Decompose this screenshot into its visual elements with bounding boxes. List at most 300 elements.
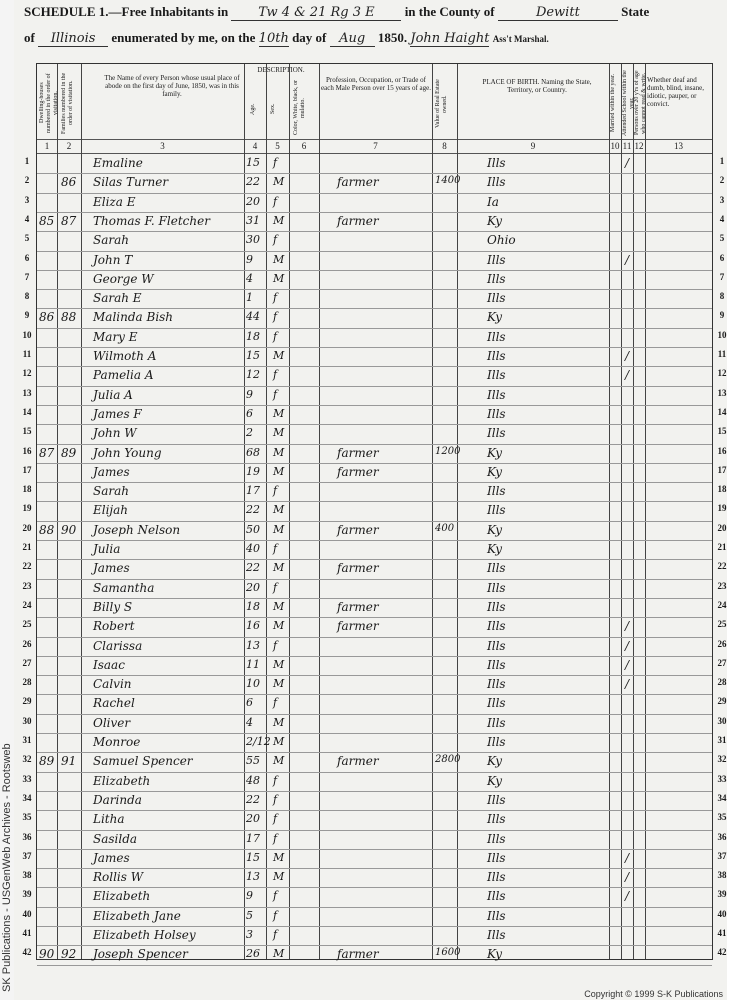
birth-place: Ills	[487, 638, 506, 653]
row-rule	[37, 733, 712, 734]
header-line-2	[24, 30, 549, 47]
person-sex: M	[273, 464, 285, 478]
row-number-right: 10	[717, 329, 727, 340]
row-number-left: 14	[22, 406, 32, 417]
row-number-left: 3	[24, 194, 30, 205]
person-name: Samantha	[93, 580, 155, 595]
sex-header: Sex.	[270, 103, 276, 115]
person-occupation: farmer	[337, 754, 379, 769]
row-rule	[37, 849, 712, 850]
person-name: Oliver	[93, 715, 131, 730]
person-sex: M	[273, 947, 285, 961]
person-occupation: farmer	[337, 619, 379, 634]
dwelling-number: 86	[39, 310, 55, 325]
person-sex: M	[273, 754, 285, 768]
person-age: 13	[246, 870, 260, 884]
row-rule	[37, 540, 712, 541]
row-number-right: 21	[717, 542, 727, 552]
attended-school-mark: /	[625, 870, 630, 885]
person-sex: f	[273, 156, 278, 169]
row-number-left: 39	[22, 889, 32, 900]
family-number: 90	[61, 522, 77, 537]
person-occupation: farmer	[337, 947, 379, 962]
row-number-right: 29	[717, 696, 727, 707]
person-name: Wilmoth A	[93, 349, 157, 363]
marshal-name: John Haight	[410, 31, 490, 46]
schedule-title: SCHEDULE 1.—Free Inhabitants in	[24, 4, 229, 19]
enumerated-label: enumerated by me, on the	[111, 30, 256, 45]
person-sex: M	[273, 870, 285, 884]
person-name: Eliza E	[93, 194, 136, 209]
person-name: Isaac	[93, 657, 125, 672]
column-rule	[633, 64, 634, 959]
birth-place: Ills	[487, 908, 506, 923]
row-rule	[37, 868, 712, 869]
family-number: 92	[61, 947, 77, 962]
row-number-left: 27	[22, 657, 32, 668]
person-sex: f	[273, 580, 278, 594]
row-number-left: 17	[22, 464, 32, 475]
row-rule	[37, 714, 712, 715]
person-sex: M	[273, 271, 285, 285]
row-number-right: 41	[717, 928, 727, 938]
person-name: Calvin	[93, 677, 132, 692]
person-occupation: farmer	[337, 561, 379, 576]
column-number: 8	[442, 141, 447, 151]
person-name: Litha	[93, 812, 125, 827]
person-name: Joseph Spencer	[93, 947, 188, 962]
profession-header: Profession, Occupation, or Trade of each Male Person over 15 years of age.	[321, 76, 432, 92]
person-age: 20	[246, 194, 260, 208]
person-age: 3	[246, 928, 253, 941]
row-number-left: 23	[22, 580, 32, 591]
person-age: 20	[246, 812, 260, 826]
person-sex: M	[273, 599, 285, 613]
person-age: 30	[246, 233, 260, 247]
row-number-left: 34	[22, 792, 32, 803]
person-age: 9	[246, 252, 253, 266]
column-rule	[457, 64, 458, 959]
row-number-right: 24	[717, 599, 727, 610]
row-rule	[37, 559, 712, 560]
person-occupation: farmer	[337, 445, 379, 460]
birth-place: Ky	[487, 522, 502, 537]
person-age: 50	[246, 522, 260, 536]
row-rule	[37, 405, 712, 406]
row-number-left: 7	[24, 271, 30, 282]
birth-place: Ills	[487, 426, 506, 441]
dwelling-number: 89	[39, 754, 55, 769]
families-header: Families numbered in the order of visitation.	[61, 72, 74, 134]
row-number-right: 7	[719, 271, 725, 282]
column-number-rule	[37, 153, 712, 154]
row-rule	[37, 810, 712, 811]
married-header: Married within the year.	[610, 74, 616, 132]
row-number-right: 8	[719, 291, 725, 302]
row-number-right: 11	[717, 349, 727, 359]
person-occupation: farmer	[337, 175, 379, 190]
birth-place: Ia	[487, 194, 499, 209]
person-age: 11	[246, 657, 260, 671]
person-name: John T	[93, 252, 133, 267]
row-number-left: 19	[22, 503, 32, 514]
row-number-right: 6	[719, 252, 725, 263]
person-sex: M	[273, 561, 285, 575]
person-sex: f	[273, 368, 278, 382]
person-name: John Young	[93, 445, 162, 460]
person-name: Rollis W	[93, 870, 144, 885]
column-number: 11	[622, 141, 632, 151]
family-number: 88	[61, 310, 77, 325]
row-rule	[37, 752, 712, 753]
person-sex: f	[273, 329, 278, 343]
real-estate-value: 1400	[435, 175, 461, 187]
person-sex: f	[273, 542, 278, 555]
person-sex: f	[273, 291, 278, 305]
row-number-left: 6	[24, 252, 30, 263]
column-rule	[81, 64, 82, 959]
header-line-1	[24, 4, 649, 21]
row-number-right: 27	[717, 657, 727, 668]
row-rule	[37, 366, 712, 367]
attended-school-mark: /	[625, 850, 630, 865]
name-header: The Name of every Person whose usual place of abode on the first day of June, 1850, was in this family.	[104, 74, 240, 98]
person-name: Malinda Bish	[93, 310, 174, 325]
column-number: 7	[373, 141, 378, 151]
person-age: 15	[246, 850, 260, 864]
row-number-left: 15	[22, 426, 32, 437]
age-header: Age.	[250, 103, 256, 115]
row-number-right: 26	[717, 638, 727, 649]
real-estate-value: 1600	[435, 947, 461, 959]
person-name: Samuel Spencer	[93, 754, 193, 769]
person-age: 13	[246, 638, 260, 652]
row-number-right: 2	[719, 175, 725, 186]
person-age: 10	[246, 677, 260, 691]
column-number: 13	[674, 141, 683, 151]
row-number-left: 11	[22, 349, 32, 359]
person-sex: M	[273, 619, 285, 633]
person-sex: f	[273, 831, 278, 845]
person-age: 2	[246, 426, 253, 440]
column-number: 5	[275, 141, 280, 151]
person-sex: M	[273, 175, 285, 189]
column-rule	[432, 64, 433, 959]
archive-sidebar	[0, 0, 15, 1000]
person-sex: f	[273, 792, 278, 806]
column-number: 10	[610, 141, 620, 151]
person-name: Elizabeth	[93, 889, 151, 904]
row-rule	[37, 926, 712, 927]
birth-place: Ky	[487, 542, 502, 556]
deaf-header: Whether deaf and dumb, blind, insane, idiotic, pauper, or convict.	[647, 76, 704, 108]
row-number-right: 19	[717, 503, 727, 514]
birth-place: Ky	[487, 445, 502, 460]
row-rule	[37, 579, 712, 580]
person-age: 12	[246, 368, 260, 382]
row-number-left: 29	[22, 696, 32, 707]
marshal-label: Ass't Marshal.	[492, 34, 549, 44]
row-rule	[37, 328, 712, 329]
person-age: 26	[246, 947, 260, 961]
birth-place: Ky	[487, 213, 502, 228]
birth-place: Ky	[487, 464, 502, 479]
row-rule	[37, 386, 712, 387]
person-name: Robert	[93, 619, 135, 634]
person-sex: M	[273, 735, 285, 748]
person-age: 68	[246, 445, 260, 459]
row-number-left: 42	[22, 947, 32, 958]
attended-school-mark: /	[625, 677, 630, 692]
person-sex: f	[273, 928, 278, 941]
person-age: 22	[246, 175, 260, 189]
person-age: 4	[246, 715, 253, 729]
person-age: 18	[246, 329, 260, 343]
column-rule	[266, 64, 267, 959]
row-number-left: 32	[22, 754, 32, 765]
row-number-left: 16	[22, 445, 32, 456]
family-number: 86	[61, 175, 77, 190]
column-rule	[621, 64, 622, 959]
column-rule	[57, 64, 58, 959]
of-label: of	[24, 30, 35, 45]
row-number-left: 13	[22, 387, 32, 398]
real-estate-header: Value of Real Estate owned.	[435, 79, 448, 129]
birth-place: Ills	[487, 619, 506, 634]
row-number-right: 5	[719, 233, 725, 244]
person-sex: M	[273, 657, 285, 671]
person-sex: f	[273, 773, 278, 787]
row-number-right: 37	[717, 850, 727, 861]
column-number: 12	[634, 141, 644, 151]
real-estate-value: 400	[435, 522, 455, 534]
person-age: 48	[246, 773, 260, 787]
row-number-right: 32	[717, 754, 727, 765]
birth-header: PLACE OF BIRTH. Naming the State, Territory, or Country.	[482, 78, 592, 94]
row-rule	[37, 463, 712, 464]
county-value: Dewitt	[498, 5, 618, 21]
family-number: 87	[61, 213, 77, 228]
row-number-left: 28	[22, 677, 32, 688]
row-number-right: 42	[717, 947, 727, 958]
person-occupation: farmer	[337, 464, 379, 479]
real-estate-value: 1200	[435, 445, 461, 457]
color-header: Color, White, black, or mulatto.	[293, 80, 306, 136]
birth-place: Ills	[487, 715, 506, 730]
row-number-right: 18	[717, 484, 727, 495]
state-label: State	[621, 4, 650, 19]
person-name: James F	[93, 406, 142, 421]
row-number-right: 9	[719, 310, 725, 321]
person-age: 31	[246, 213, 260, 227]
family-number: 89	[61, 445, 77, 460]
row-number-right: 28	[717, 677, 727, 688]
row-number-right: 4	[719, 213, 725, 224]
row-number-left: 26	[22, 638, 32, 649]
column-rule	[645, 64, 646, 959]
row-number-left: 24	[22, 599, 32, 610]
birth-place: Ills	[487, 677, 506, 692]
cannot-read-header: Persons over 20 y'rs of age who cannot read & write.	[634, 70, 647, 136]
person-sex: f	[273, 812, 278, 826]
row-number-left: 30	[22, 715, 32, 726]
row-rule	[37, 772, 712, 773]
person-sex: f	[273, 484, 278, 498]
person-age: 19	[246, 464, 260, 478]
person-name: Julia A	[93, 387, 133, 402]
person-age: 6	[246, 406, 253, 420]
birth-place: Ky	[487, 773, 502, 788]
row-rule	[37, 791, 712, 792]
attended-school-mark: /	[625, 638, 630, 653]
person-age: 20	[246, 580, 260, 594]
person-name: Elijah	[93, 503, 129, 518]
person-age: 18	[246, 599, 260, 613]
person-age: 15	[246, 156, 260, 169]
column-rule	[289, 64, 290, 959]
column-rule	[319, 64, 320, 959]
township-value: Tw 4 & 21 Rg 3 E	[231, 5, 401, 21]
person-sex: f	[273, 696, 278, 710]
dwelling-number: 87	[39, 445, 55, 460]
row-number-right: 1	[719, 156, 725, 166]
row-number-left: 4	[24, 213, 30, 224]
row-number-left: 20	[22, 522, 32, 533]
row-rule	[37, 830, 712, 831]
person-name: James	[93, 561, 130, 576]
person-age: 17	[246, 831, 260, 845]
person-name: Silas Turner	[93, 175, 169, 190]
birth-place: Ills	[487, 252, 506, 267]
row-number-right: 34	[717, 792, 727, 803]
row-rule	[37, 521, 712, 522]
column-number: 2	[66, 141, 72, 151]
real-estate-value: 2800	[435, 754, 461, 766]
person-name: Billy S	[93, 599, 133, 614]
row-rule	[37, 270, 712, 271]
person-name: Monroe	[93, 735, 141, 749]
state-value: Illinois	[38, 31, 108, 47]
person-sex: f	[273, 194, 278, 208]
day-value: 10th	[258, 31, 289, 46]
row-number-left: 12	[22, 368, 32, 379]
birth-place: Ills	[487, 812, 506, 827]
person-age: 16	[246, 619, 260, 633]
person-name: Clarissa	[93, 638, 143, 653]
person-sex: M	[273, 503, 285, 517]
birth-place: Ky	[487, 754, 502, 769]
person-name: Elizabeth Holsey	[93, 928, 196, 942]
person-age: 40	[246, 542, 260, 555]
person-sex: M	[273, 426, 285, 440]
person-name: Thomas F. Fletcher	[93, 213, 210, 228]
row-number-right: 17	[717, 464, 727, 475]
person-sex: M	[273, 850, 285, 864]
person-sex: f	[273, 233, 278, 247]
row-number-left: 18	[22, 484, 32, 495]
person-occupation: farmer	[337, 599, 379, 614]
row-number-right: 12	[717, 368, 727, 379]
person-age: 6	[246, 696, 253, 710]
row-number-left: 33	[22, 773, 32, 784]
row-number-right: 20	[717, 522, 727, 533]
birth-place: Ky	[487, 310, 502, 325]
person-age: 22	[246, 561, 260, 575]
row-number-left: 38	[22, 870, 32, 881]
person-sex: f	[273, 638, 278, 652]
attended-school-mark: /	[625, 368, 630, 383]
row-number-right: 31	[717, 735, 727, 745]
row-number-right: 30	[717, 715, 727, 726]
census-sheet	[14, 0, 727, 1000]
dwelling-number: 85	[39, 213, 55, 228]
day-of-label: day of	[292, 30, 327, 45]
row-number-left: 10	[22, 329, 32, 340]
person-name: Elizabeth Jane	[93, 908, 181, 923]
person-occupation: farmer	[337, 522, 379, 537]
row-rule	[37, 347, 712, 348]
person-sex: f	[273, 310, 278, 324]
row-rule	[37, 444, 712, 445]
dwelling-number: 90	[39, 947, 55, 962]
row-number-right: 13	[717, 387, 727, 398]
birth-place: Ills	[487, 850, 506, 865]
row-number-right: 14	[717, 406, 727, 417]
census-table	[22, 63, 727, 962]
birth-place: Ills	[487, 175, 506, 190]
birth-place: Ills	[487, 387, 506, 402]
row-number-left: 31	[22, 735, 32, 745]
row-number-left: 41	[22, 928, 32, 938]
birth-place: Ills	[487, 831, 506, 846]
row-number-right: 39	[717, 889, 727, 900]
row-number-right: 16	[717, 445, 727, 456]
row-number-right: 40	[717, 908, 727, 919]
person-name: Pamelia A	[93, 368, 154, 383]
description-header: DESCRIPTION.	[257, 66, 305, 74]
row-number-left: 22	[22, 561, 32, 572]
county-label: in the County of	[404, 4, 495, 19]
row-rule	[37, 501, 712, 502]
birth-place: Ills	[487, 561, 506, 576]
column-number: 3	[160, 141, 165, 151]
row-number-right: 22	[717, 561, 727, 572]
person-age: 9	[246, 387, 253, 401]
row-rule	[37, 289, 712, 290]
birth-place: Ills	[487, 580, 506, 595]
row-rule	[37, 251, 712, 252]
person-sex: M	[273, 715, 285, 729]
person-name: Elizabeth	[93, 773, 151, 788]
header-rule	[37, 139, 712, 140]
birth-place: Ky	[487, 947, 502, 962]
birth-place: Ills	[487, 928, 506, 942]
birth-place: Ills	[487, 870, 506, 885]
dwelling-header: Dwelling-houses numbered in the order of visitation.	[39, 73, 59, 133]
person-sex: f	[273, 387, 278, 401]
person-sex: f	[273, 889, 278, 903]
dwelling-number: 88	[39, 522, 55, 537]
row-number-right: 15	[717, 426, 727, 437]
row-number-right: 23	[717, 580, 727, 591]
row-number-right: 35	[717, 812, 727, 823]
school-header: Attended School within the year.	[622, 70, 635, 136]
row-rule	[37, 482, 712, 483]
row-number-right: 38	[717, 870, 727, 881]
column-number: 1	[44, 141, 50, 151]
person-age: 15	[246, 349, 260, 362]
archive-sidebar-text: SK Publications - USGenWeb Archives - Rootsweb	[1, 743, 13, 992]
